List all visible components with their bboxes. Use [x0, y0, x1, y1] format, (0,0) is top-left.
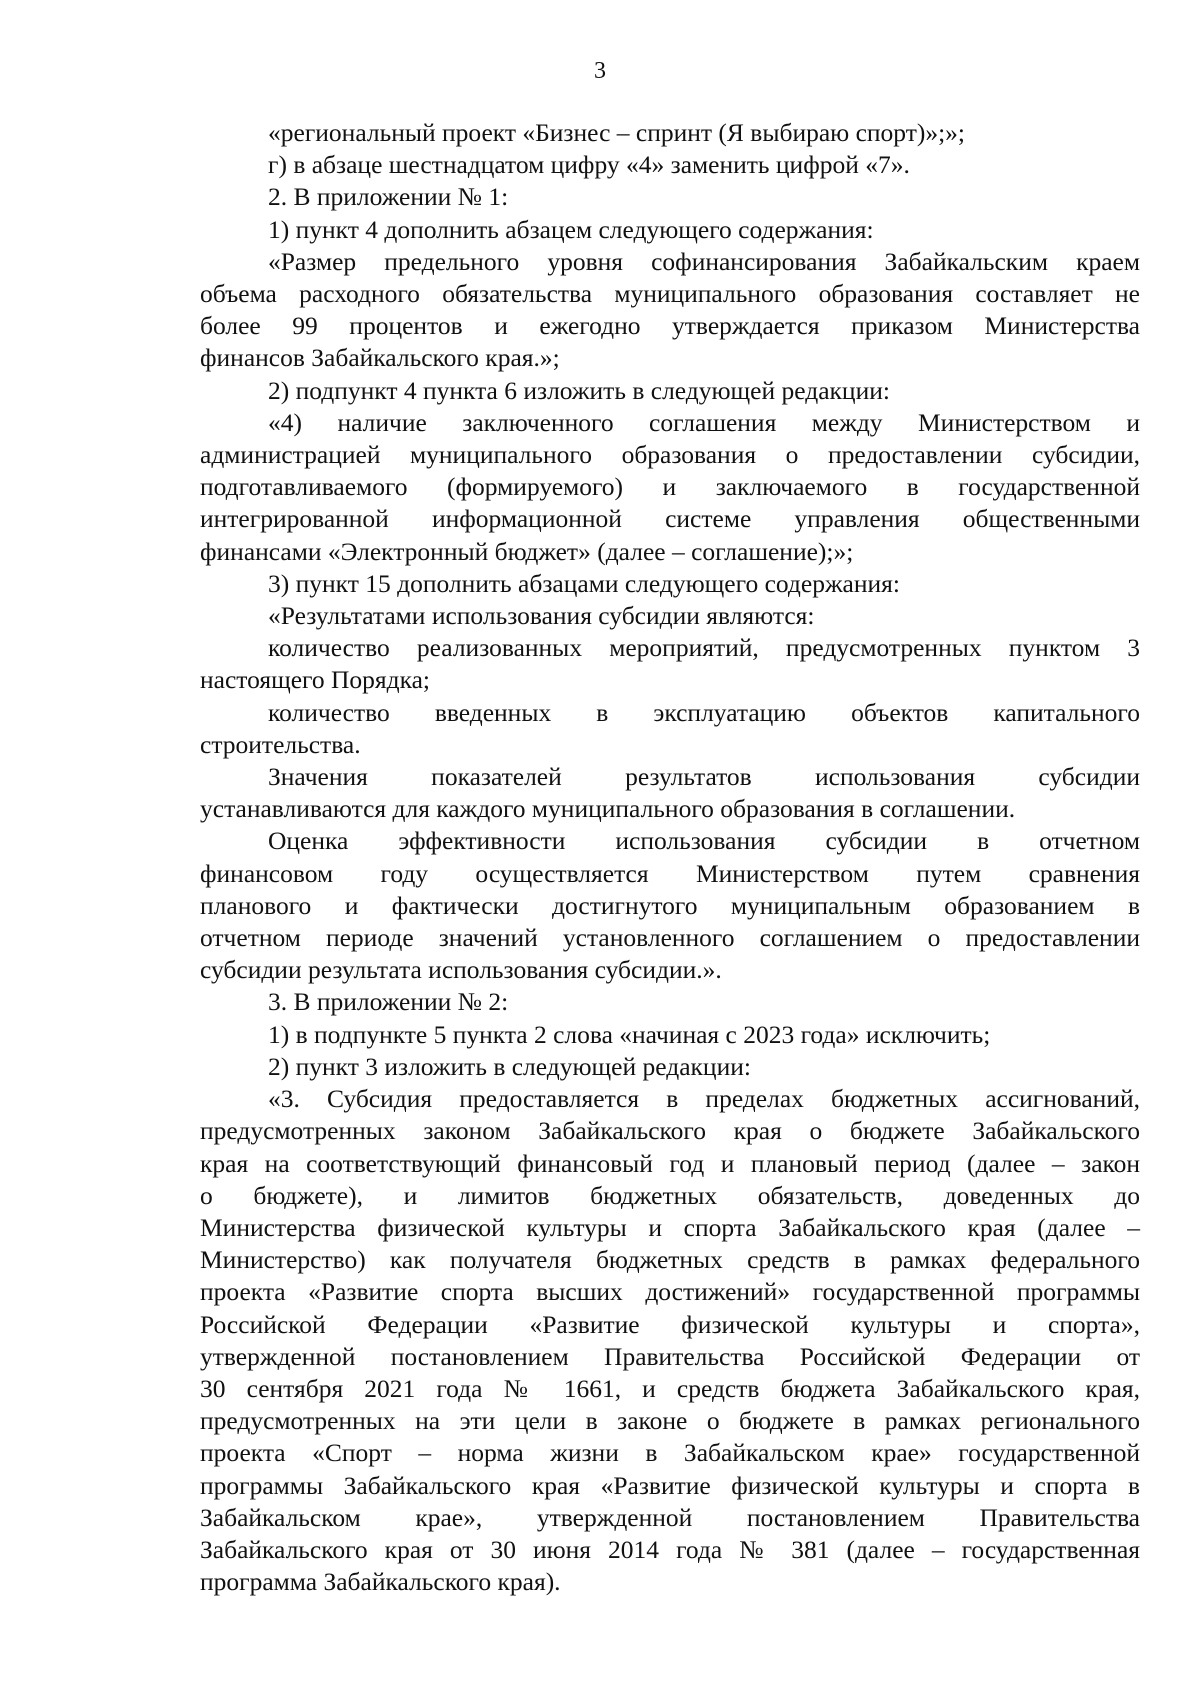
text-line: настоящего Порядка; — [200, 665, 431, 695]
text-line: администрацией муниципального образования о предоставлении субсидии, — [200, 440, 1140, 470]
text-line: Министерства физической культуры и спорта Забайкальского края (далее – — [200, 1212, 1140, 1242]
text-line: строительства. — [200, 729, 361, 759]
text-line: 2) пункт 3 изложить в следующей редакции: — [268, 1051, 751, 1081]
text-line: Российской Федерации «Развитие физической культуры и спорта», — [200, 1309, 1140, 1339]
text-line: финансов Забайкальского края.»; — [200, 343, 560, 373]
text-line: финансами «Электронный бюджет» (далее – соглашение);»; — [200, 536, 854, 566]
document-body — [200, 117, 1140, 1598]
text-line: объема расходного обязательства муниципального образования составляет не — [200, 279, 1140, 309]
text-line: 3. В приложении № 2: — [268, 987, 509, 1017]
text-line: Министерство) как получателя бюджетных средств в рамках федерального — [200, 1245, 1140, 1275]
text-line: предусмотренных на эти цели в законе о бюджете в рамках регионального — [200, 1406, 1140, 1436]
text-line: «3. Субсидия предоставляется в пределах бюджетных ассигнований, — [268, 1084, 1140, 1114]
text-line: 1) в подпункте 5 пункта 2 слова «начиная с 2023 года» исключить; — [268, 1019, 991, 1049]
text-line: подготавливаемого (формируемого) и заключаемого в государственной — [200, 472, 1140, 502]
text-line: Оценка эффективности использования субсидии в отчетном — [268, 826, 1140, 856]
text-line: отчетном периоде значений установленного соглашением о предоставлении — [200, 923, 1140, 953]
text-line: Забайкальского края от 30 июня 2014 года № 381 (далее – государственная — [200, 1534, 1140, 1564]
text-line: финансовом году осуществляется Министерством путем сравнения — [200, 858, 1140, 888]
text-line: программы Забайкальского края «Развитие физической культуры и спорта в — [200, 1470, 1140, 1500]
text-line: интегрированной информационной системе управления общественными — [200, 504, 1140, 534]
text-line: количество введенных в эксплуатацию объектов капитального — [268, 697, 1140, 727]
text-line: планового и фактически достигнутого муниципальным образованием в — [200, 890, 1140, 920]
text-line: г) в абзаце шестнадцатом цифру «4» заменить цифрой «7». — [268, 150, 910, 180]
text-line: программа Забайкальского края). — [200, 1567, 561, 1597]
text-line: края на соответствующий финансовый год и плановый период (далее – закон — [200, 1148, 1140, 1178]
text-line: утвержденной постановлением Правительства Российской Федерации от — [200, 1341, 1140, 1371]
text-line: устанавливаются для каждого муниципального образования в соглашении. — [200, 794, 1016, 824]
text-line: «Размер предельного уровня софинансирования Забайкальским краем — [268, 246, 1140, 276]
text-line: «4) наличие заключенного соглашения между Министерством и — [268, 407, 1140, 437]
text-line: Значения показателей результатов использования субсидии — [268, 762, 1140, 792]
text-line: о бюджете), и лимитов бюджетных обязательств, доведенных до — [200, 1180, 1140, 1210]
text-line: 30 сентября 2021 года № 1661, и средств бюджета Забайкальского края, — [200, 1373, 1140, 1403]
text-line: более 99 процентов и ежегодно утверждается приказом Министерства — [200, 311, 1140, 341]
text-line: 2) подпункт 4 пункта 6 изложить в следующей редакции: — [268, 375, 890, 405]
text-line: проекта «Развитие спорта высших достижений» государственной программы — [200, 1277, 1140, 1307]
text-line: предусмотренных законом Забайкальского края о бюджете Забайкальского — [200, 1116, 1140, 1146]
text-line: «региональный проект «Бизнес – спринт (Я выбираю спорт)»;»; — [268, 118, 966, 147]
text-line: «Результатами использования субсидии являются: — [268, 601, 815, 631]
text-line: субсидии результата использования субсидии.». — [200, 955, 722, 985]
text-line: 1) пункт 4 дополнить абзацем следующего содержания: — [268, 214, 874, 244]
text-line: 2. В приложении № 1: — [268, 182, 509, 212]
text-line: проекта «Спорт – норма жизни в Забайкальском крае» государственной — [200, 1438, 1140, 1468]
text-line: количество реализованных мероприятий, предусмотренных пунктом 3 — [268, 633, 1140, 663]
text-line: Забайкальском крае», утвержденной постановлением Правительства — [200, 1502, 1140, 1532]
page-number: 3 — [594, 58, 606, 84]
text-line: 3) пункт 15 дополнить абзацами следующего содержания: — [268, 568, 900, 598]
